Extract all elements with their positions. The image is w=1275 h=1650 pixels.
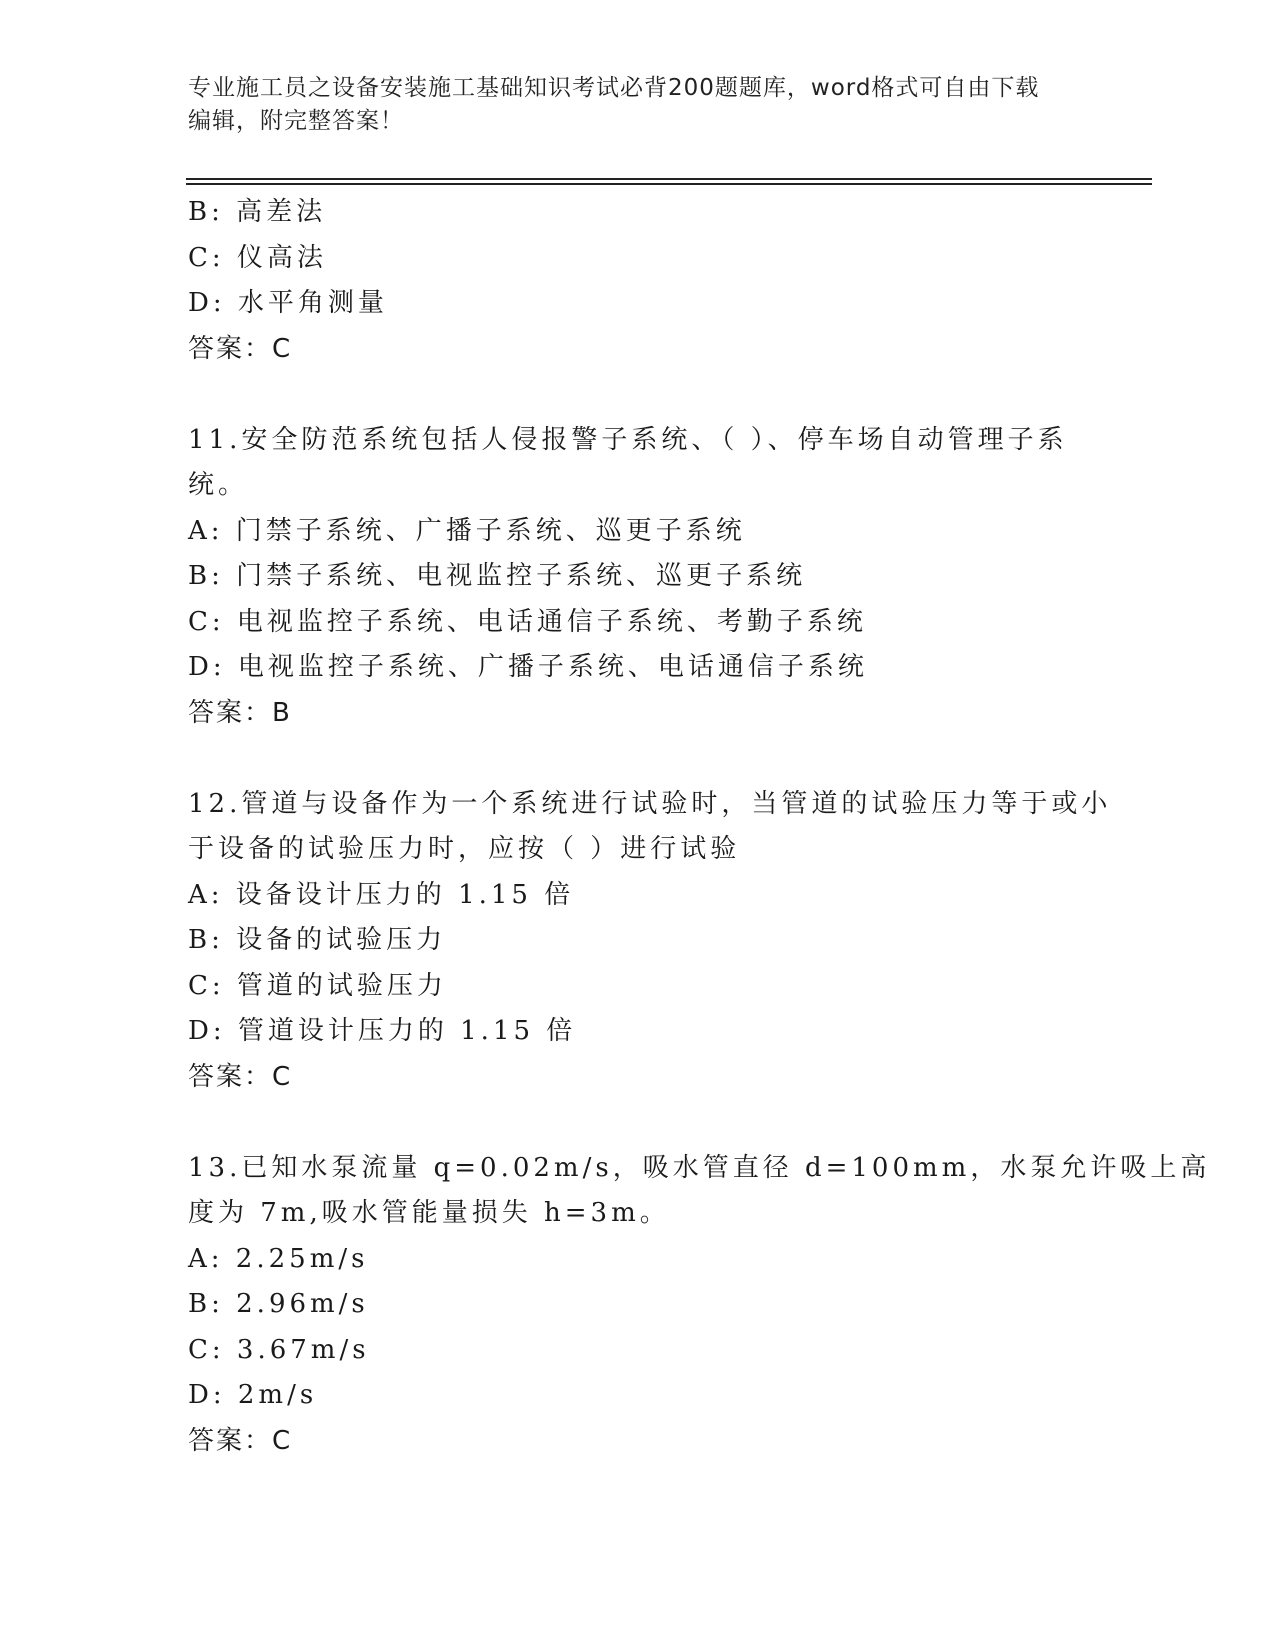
option-c: C: 3.67m/s <box>188 1334 370 1365</box>
spacer <box>188 372 1088 418</box>
question-stem: 11.安全防范系统包括人侵报警子系统、（ ）、停车场自动管理子系 <box>188 424 1068 455</box>
question-stem: 13.已知水泵流量 q=0.02m/s，吸水管直径 d=100mm，水泵允许吸上高 <box>188 1152 1211 1183</box>
title-line-2: 编辑，附完整答案！ <box>188 108 404 134</box>
answer: 答案：C <box>188 1061 293 1092</box>
question-stem-continued: 于设备的试验压力时，应按（ ）进行试验 <box>188 834 741 864</box>
option-d: D: 管道设计压力的 1.15 倍 <box>188 1016 577 1046</box>
header-divider-top <box>186 178 1152 180</box>
question-12 <box>188 782 1112 1101</box>
question-10 <box>188 190 1088 372</box>
option-d: D: 2m/s <box>188 1380 318 1410</box>
question-13 <box>188 1146 1211 1465</box>
question-stem-continued: 度为 7m,吸水管能量损失 h=3m。 <box>188 1198 670 1228</box>
option-c: C: 仪高法 <box>188 242 327 273</box>
header-divider-bottom <box>186 183 1152 185</box>
option-c: C: 电视监控子系统、电话通信子系统、考勤子系统 <box>188 606 867 637</box>
document-title <box>188 72 1088 138</box>
option-a: A: 设备设计压力的 1.15 倍 <box>188 879 575 910</box>
option-b: B: 2.96m/s <box>188 1289 369 1319</box>
option-b: B: 高差法 <box>188 197 327 227</box>
option-b: B: 门禁子系统、电视监控子系统、巡更子系统 <box>188 561 807 591</box>
question-list <box>188 190 1211 1464</box>
question-11 <box>188 418 1088 737</box>
option-d: D: 水平角测量 <box>188 288 388 318</box>
option-d: D: 电视监控子系统、广播子系统、电话通信子系统 <box>188 652 868 682</box>
question-stem: 12.管道与设备作为一个系统进行试验时，当管道的试验压力等于或小 <box>188 788 1112 819</box>
answer: 答案：C <box>188 333 293 364</box>
title-line-1: 专业施工员之设备安装施工基础知识考试必背200题题库，word格式可自由下载 <box>188 75 1040 101</box>
option-a: A: 门禁子系统、广播子系统、巡更子系统 <box>188 515 746 546</box>
answer: 答案：C <box>188 1425 293 1456</box>
question-stem-continued: 统。 <box>188 470 249 500</box>
answer: 答案：B <box>188 697 292 728</box>
spacer <box>188 736 1088 782</box>
spacer <box>188 1100 1088 1146</box>
option-b: B: 设备的试验压力 <box>188 925 447 955</box>
option-a: A: 2.25m/s <box>188 1243 369 1274</box>
option-c: C: 管道的试验压力 <box>188 970 447 1001</box>
